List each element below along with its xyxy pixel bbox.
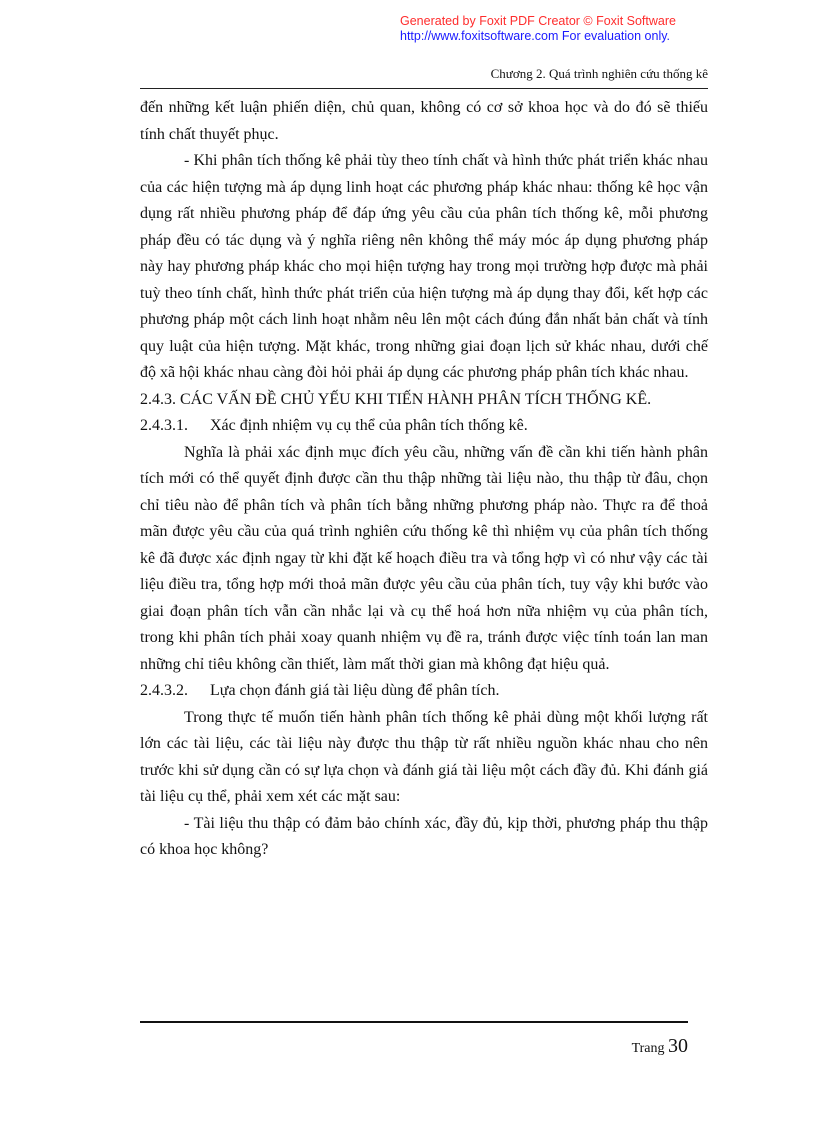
subsection-title-2: Lựa chọn đánh giá tài liệu dùng để phân tích. [210, 682, 500, 699]
page-number-value: 30 [668, 1035, 688, 1057]
section-heading: 2.4.3. CÁC VẤN ĐỀ CHỦ YẾU KHI TIẾN HÀNH PHÂN TÍCH THỐNG KÊ. [140, 390, 652, 408]
chapter-header: Chương 2. Quá trình nghiên cứu thống kê [490, 66, 708, 81]
subsection-heading-1 [140, 413, 708, 440]
page-label: Trang [631, 1041, 665, 1056]
watermark-line-1: Generated by Foxit PDF Creator © Foxit Software [400, 14, 676, 28]
watermark-line-2: http://www.foxitsoftware.com For evaluation only. [400, 29, 671, 43]
page-number [588, 1034, 688, 1061]
subsection-title-1: Xác định nhiệm vụ cụ thể của phân tích thống kê. [210, 417, 528, 434]
paragraph-2: - Khi phân tích thống kê phải tùy theo tính chất và hình thức phát triển khác nhau của các hiện tượng mà áp dụng linh hoạt các phương pháp khác nhau: thống kê học vận dụng rất nhiều phương pháp để đáp ứng yêu cầu của phân tích thống kê, mỗi phương pháp đều có tác dụng và ý nghĩa riêng nên không thể máy móc áp dụng phương pháp này hay phương pháp khác cho mọi hiện tượng hay trong mọi trường hợp được mà phải tuỳ theo tính chất, hình thức phát triển của hiện tượng mà áp dụng thay đổi, kết hợp các phương pháp một cách linh hoạt nhằm nêu lên một cách đúng đắn nhất bản chất và tính quy luật của hiện tượng. Mặt khác, trong những giai đoạn lịch sử khác nhau, dưới chế độ xã hội khác nhau càng đòi hỏi phải áp dụng các phương pháp phân tích khác nhau. [140, 152, 708, 381]
page-body [140, 95, 708, 864]
paragraph-5: - Tài liệu thu thập có đảm bảo chính xác, đầy đủ, kịp thời, phương pháp thu thập có khoa học không? [140, 814, 708, 858]
subsection-number-1: 2.4.3.1. [140, 417, 188, 434]
footer-divider [140, 1021, 688, 1023]
subsection-heading-2 [140, 678, 708, 705]
paragraph-4: Trong thực tế muốn tiến hành phân tích thống kê phải dùng một khối lượng rất lớn các tài liệu, các tài liệu này được thu thập từ rất nhiều nguồn khác nhau cho nên trước khi sử dụng cần có sự lựa chọn và đánh giá tài liệu một cách đầy đủ. Khi đánh giá tài liệu cụ thể, phải xem xét các mặt sau: [140, 708, 708, 805]
paragraph-1: đến những kết luận phiến diện, chủ quan, không có cơ sở khoa học và do đó sẽ thiếu tính chất thuyết phục. [140, 99, 708, 143]
paragraph-3: Nghĩa là phải xác định mục đích yêu cầu, những vấn đề cần khi tiến hành phân tích mới có thể quyết định được cần thu thập những tài liệu nào, thu thập từ đâu, chọn chỉ tiêu nào để phân tích và phân tích bằng những phương pháp nào. Thực ra để thoả mãn được yêu cầu của quá trình nghiên cứu thống kê thì nhiệm vụ của phân tích thống kê đã được xác định ngay từ khi đặt kế hoạch điều tra và tổng hợp vì có như vậy các tài liệu điều tra, tổng hợp mới thoả mãn được yêu cầu của phân tích, tuy vậy khi bước vào giai đoạn phân tích vẫn cần nhắc lại và cụ thể hoá hơn nữa nhiệm vụ của phân tích, trong khi phân tích phải xoay quanh nhiệm vụ đề ra, tránh được việc tính toán lan man những chỉ tiêu không cần thiết, làm mất thời gian mà không đạt hiệu quả. [140, 443, 708, 673]
subsection-number-2: 2.4.3.2. [140, 682, 188, 699]
foxit-watermark [400, 14, 710, 44]
header-divider [140, 88, 708, 89]
